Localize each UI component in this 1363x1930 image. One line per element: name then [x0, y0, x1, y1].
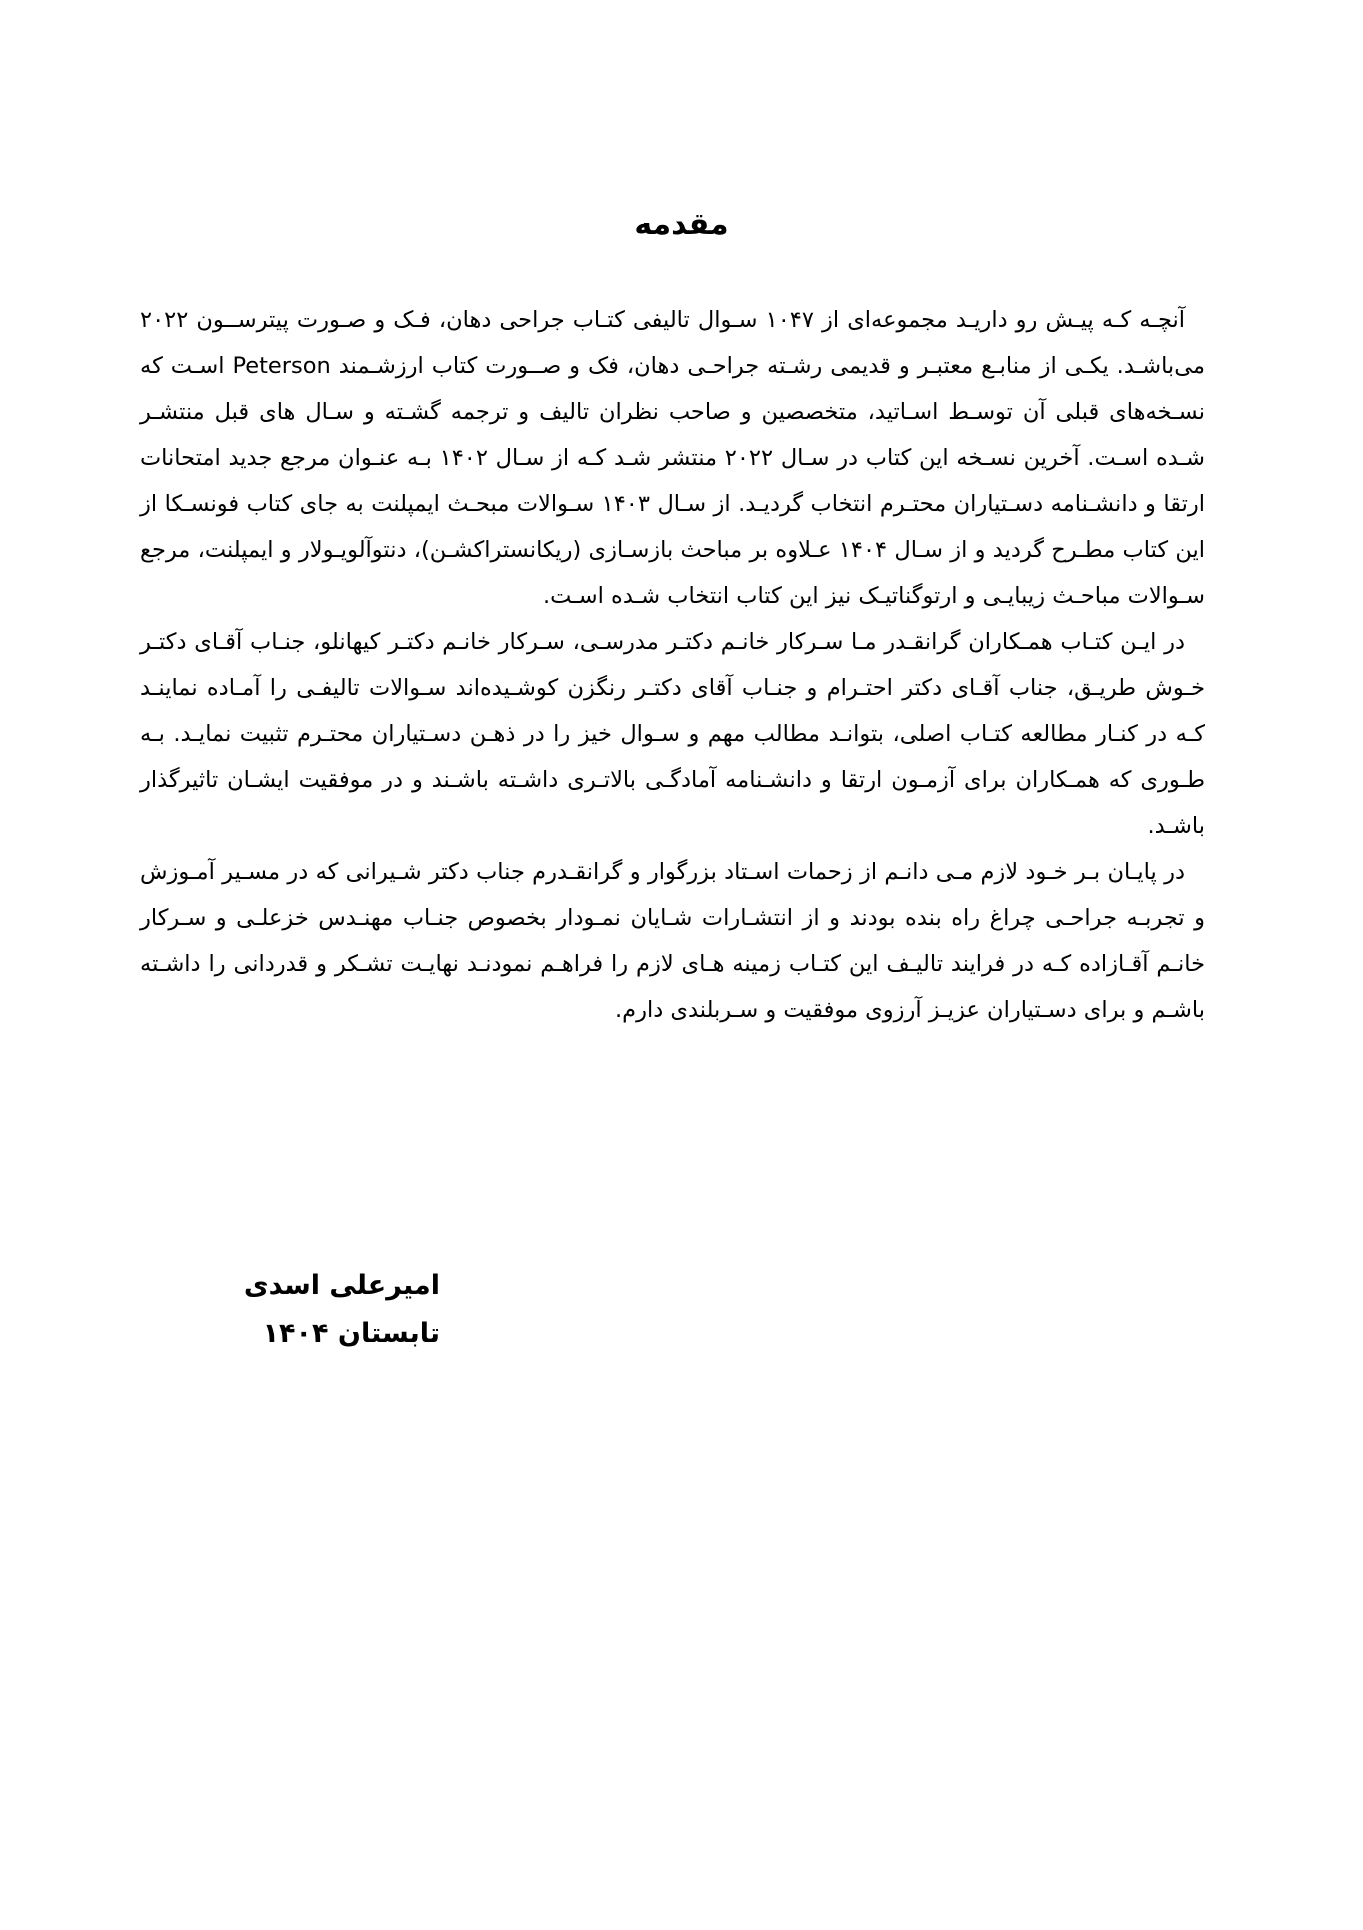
paragraph-colleagues: در ایـن کتـاب همـکاران گرانقـدر مـا سـرکار خانـم دکتـر مدرسـی، سـرکار خانـم دکتـر کیهانلو، جنـاب آقـای دکتـر خـوش طریـق، جناب آقـای دکتر احتـرام و جنـاب آقای دکتـر رنگزن کوشـیده‌اند سـوالات تالیفـی را آمـاده نماینـد کـه در کنـار مطالعه کتـاب اصلی، بتوانـد مطالب مهم و سـوال خیز را در ذهـن دسـتیاران محتـرم تثبیت نمایـد. بـه طـوری که همـکاران برای آزمـون ارتقا و دانشـنامه آمادگـی بالاتـری داشـته باشـند و در موفقیت ایشـان تاثیرگذار باشـد.	[140, 629, 1205, 839]
author-name: امیرعلی اسدی	[243, 1270, 440, 1301]
page-title: مقدمه	[634, 207, 729, 242]
signature-date: تابستان ۱۴۰۴	[262, 1318, 440, 1349]
signature-block	[200, 1262, 440, 1358]
document-body	[140, 297, 1205, 1033]
paragraph-acknowledgements: در پایـان بـر خـود لازم مـی دانـم از زحمات اسـتاد بزرگوار و گرانقـدرم جناب دکتر شـیرانی که در مسـیر آمـوزش و تجربـه جراحـی چراغ راه بنده بودند و از انتشـارات شـایان نمـودار بخصوص جنـاب مهنـدس خزعلـی و سـرکار خانـم آقـازاده کـه در فرایند تالیـف این کتـاب زمینه هـای لازم را فراهـم نمودنـد نهایـت تشـکر و قدردانی را داشـته باشـم و برای دسـتیاران عزیـز آرزوی موفقیت و سـربلندی دارم.	[140, 859, 1205, 1023]
paragraph-intro: آنچـه کـه پیـش رو داریـد مجموعه‌ای از ۱۰۴۷ سـوال تالیفی کتـاب جراحی دهان، فـک و صـورت پیترســون ۲۰۲۲ می‌باشـد. یکـی از منابـع معتبـر و قدیمی رشـته جراحـی دهان، فک و صــورت کتاب ارزشـمند Peterson اسـت که نسـخه‌های قبلی آن توسـط اسـاتید، متخصصین و صاحب نظران تالیف و ترجمه گشـته و سـال های قبل منتشـر شـده اسـت. آخرین نسـخه این کتاب در سـال ۲۰۲۲ منتشر شـد کـه از سـال ۱۴۰۲ بـه عنـوان مرجع جدید امتحانات ارتقا و دانشـنامه دسـتیاران محتـرم انتخاب گردیـد. از سـال ۱۴۰۳ سـوالات مبحـث ایمپلنت به جای کتاب فونسـکا از این کتاب مطـرح گردید و از سـال ۱۴۰۴ عـلاوه بر مباحث بازسـازی (ریکانستراکشـن)، دنتوآلویـولار و ایمپلنت، مرجع سـوالات مباحـث زیبایـی و ارتوگناتیـک نیز این کتاب انتخاب شـده اسـت.	[140, 307, 1206, 609]
